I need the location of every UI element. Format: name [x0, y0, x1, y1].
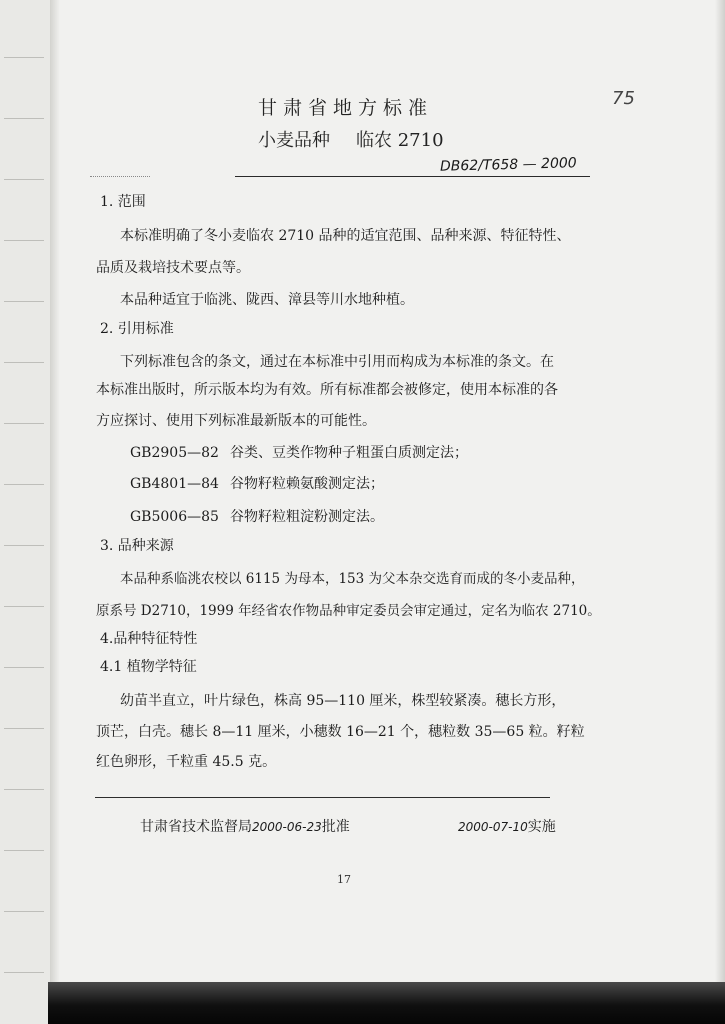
section-heading-origin: 3. 品种来源: [100, 538, 174, 554]
section-heading-references: 2. 引用标准: [100, 321, 174, 337]
reference-item: [130, 442, 468, 462]
botanical-paragraph-line: 红色卵形，千粒重 45.5 克。: [96, 754, 277, 770]
reference-title: 谷类、豆类作物种子粗蛋白质测定法；: [230, 445, 468, 461]
header-rule: [235, 176, 590, 177]
reference-title: 谷物籽粒赖氨酸测定法；: [230, 476, 384, 492]
subtitle-category: 小麦品种: [258, 130, 330, 151]
reference-item: [130, 473, 384, 493]
scan-noise: [4, 20, 44, 1000]
scan-right-margin: [715, 0, 725, 1024]
page-number: 17: [337, 873, 351, 886]
reference-code: GB5006—85: [130, 509, 219, 525]
approval-authority: 甘肃省技术监督局: [140, 819, 252, 835]
standard-subtitle: [258, 126, 444, 152]
footer-rule: [95, 797, 550, 798]
subtitle-variety: 临农 2710: [356, 130, 444, 151]
scope-paragraph-line: 本标准明确了冬小麦临农 2710 品种的适宜范围、品种来源、特征特性、: [120, 228, 571, 244]
reference-code: GB4801—84: [130, 476, 219, 492]
implementation-date: 2000-07-10: [458, 820, 528, 834]
subsection-heading-botanical: 4.1 植物学特征: [100, 659, 197, 675]
implementation-line: [458, 816, 556, 836]
scope-paragraph-line: 本品种适宜于临洮、陇西、漳县等川水地种植。: [120, 292, 414, 308]
approval-date: 2000-06-23: [252, 820, 322, 834]
section-heading-scope: 1. 范围: [100, 194, 146, 210]
reference-item: [130, 506, 384, 526]
section-heading-characteristics: 4.品种特征特性: [100, 631, 198, 647]
reference-code: GB2905—82: [130, 445, 219, 461]
scan-bottom-shadow: [48, 982, 725, 1024]
implementation-suffix: 实施: [527, 819, 556, 835]
botanical-paragraph-line: 顶芒，白壳。穗长 8—11 厘米，小穗数 16—21 个，穗粒数 35—65 粒。籽粒: [96, 724, 585, 740]
origin-paragraph-line: 原系号 D2710，1999 年经省农作物品种审定委员会审定通过，定名为临农 2710。: [96, 603, 601, 619]
scope-paragraph-line: 品质及栽培技术要点等。: [96, 260, 250, 276]
scan-page-edge: [50, 0, 60, 1024]
references-paragraph-line: 下列标准包含的条文，通过在本标准中引用而构成为本标准的条文。在: [120, 354, 554, 370]
references-paragraph-line: 本标准出版时，所示版本均为有效。所有标准都会被修定，使用本标准的各: [96, 382, 558, 398]
handwritten-corner-mark: 75: [612, 88, 635, 109]
approval-suffix: 批准: [321, 819, 350, 835]
botanical-paragraph-line: 幼苗半直立，叶片绿色，株高 95—110 厘米，株型较紧凑。穗长方形，: [120, 693, 566, 709]
standard-code: DB62/T658 — 2000: [439, 155, 577, 175]
approval-line: [140, 816, 350, 836]
standard-title: 甘肃省地方标准: [258, 97, 434, 119]
header-dotted-rule: [90, 176, 150, 177]
reference-title: 谷物籽粒粗淀粉测定法。: [230, 509, 384, 525]
references-paragraph-line: 方应探讨、使用下列标准最新版本的可能性。: [96, 413, 376, 429]
origin-paragraph-line: 本品种系临洮农校以 6115 为母本，153 为父本杂交选育而成的冬小麦品种，: [120, 571, 585, 587]
